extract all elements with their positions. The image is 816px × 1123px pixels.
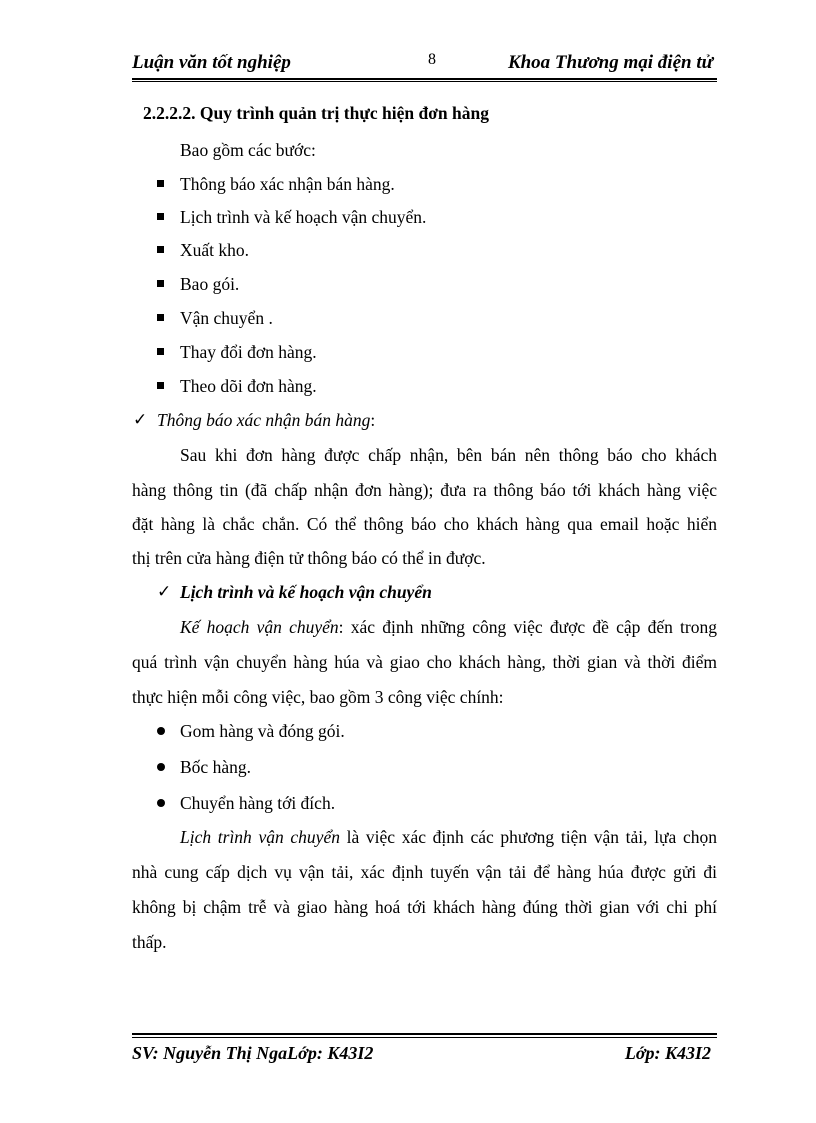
header-faculty-label: Khoa Thương mại điện tử bbox=[507, 52, 713, 73]
header-thesis-label: Luận văn tốt nghiệp bbox=[132, 52, 291, 73]
list-item: Chuyển hàng tới đích. bbox=[180, 793, 336, 813]
header-divider bbox=[132, 81, 717, 82]
list-item: Bốc hàng. bbox=[180, 757, 251, 777]
subsection-title-confirmation: Thông báo xác nhận bán hàng: bbox=[157, 410, 376, 430]
footer-divider bbox=[132, 1033, 717, 1035]
section-heading: 2.2.2.2. Quy trình quản trị thực hiện đơn hàng bbox=[143, 103, 489, 123]
footer-student-label: SV: Nguyễn Thị NgaLớp: K43I2 bbox=[132, 1043, 374, 1063]
square-bullet-icon bbox=[157, 280, 164, 287]
round-bullet-icon bbox=[157, 727, 165, 735]
page-header bbox=[132, 50, 717, 80]
term-shipping-plan: Kế hoạch vận chuyển bbox=[180, 617, 339, 637]
list-item: Lịch trình và kế hoạch vận chuyển. bbox=[180, 207, 427, 227]
round-bullet-icon bbox=[157, 799, 165, 807]
paragraph-line: Kế hoạch vận chuyển: xác định những công việc được đề cập đến trong bbox=[180, 617, 717, 637]
square-bullet-icon bbox=[157, 213, 164, 220]
paragraph-line: không bị chậm trễ và giao hàng hoá tới khách hàng đúng thời gian với chi phí bbox=[132, 897, 717, 917]
subsection-title-shipping: Lịch trình và kế hoạch vận chuyển bbox=[180, 582, 432, 602]
page-footer bbox=[132, 1043, 717, 1067]
footer-divider-thin bbox=[132, 1037, 717, 1038]
paragraph-line: đặt hàng là chắc chắn. Có thể thông báo cho khách hàng qua email hoặc hiển bbox=[132, 514, 717, 534]
square-bullet-icon bbox=[157, 348, 164, 355]
checkmark-icon: ✓ bbox=[157, 582, 172, 602]
footer-class-label: Lớp: K43I2 bbox=[624, 1043, 711, 1063]
square-bullet-icon bbox=[157, 180, 164, 187]
paragraph-line: Sau khi đơn hàng được chấp nhận, bên bán nên thông báo cho khách bbox=[180, 445, 717, 465]
paragraph-line: nhà cung cấp dịch vụ vận tải, xác định tuyến vận tải để hàng húa được gửi đi bbox=[132, 862, 717, 882]
list-item: Bao gói. bbox=[180, 274, 240, 294]
list-item: Thông báo xác nhận bán hàng. bbox=[180, 174, 395, 194]
paragraph-line: Lịch trình vận chuyển là việc xác định các phương tiện vận tải, lựa chọn bbox=[180, 827, 717, 847]
round-bullet-icon bbox=[157, 763, 165, 771]
paragraph-line: hàng thông tin (đã chấp nhận đơn hàng); đưa ra thông báo tới khách hàng việc bbox=[132, 480, 717, 500]
term-shipping-schedule: Lịch trình vận chuyển bbox=[180, 827, 340, 847]
paragraph-line: thị trên cửa hàng điện tử thông báo có thể in được. bbox=[132, 548, 486, 568]
page-number: 8 bbox=[428, 51, 436, 68]
square-bullet-icon bbox=[157, 314, 164, 321]
paragraph-line: quá trình vận chuyển hàng húa và giao cho khách hàng, thời gian và thời điểm bbox=[132, 652, 717, 672]
square-bullet-icon bbox=[157, 246, 164, 253]
list-item: Xuất kho. bbox=[180, 240, 250, 260]
list-item: Thay đổi đơn hàng. bbox=[180, 342, 317, 362]
paragraph-line: thấp. bbox=[132, 932, 167, 952]
steps-intro: Bao gồm các bước: bbox=[180, 140, 316, 160]
checkmark-icon: ✓ bbox=[133, 410, 148, 430]
list-item: Vận chuyển . bbox=[180, 308, 273, 328]
square-bullet-icon bbox=[157, 382, 164, 389]
list-item: Theo dõi đơn hàng. bbox=[180, 376, 317, 396]
paragraph-line: thực hiện mỗi công việc, bao gồm 3 công việc chính: bbox=[132, 687, 504, 707]
list-item: Gom hàng và đóng gói. bbox=[180, 721, 345, 741]
